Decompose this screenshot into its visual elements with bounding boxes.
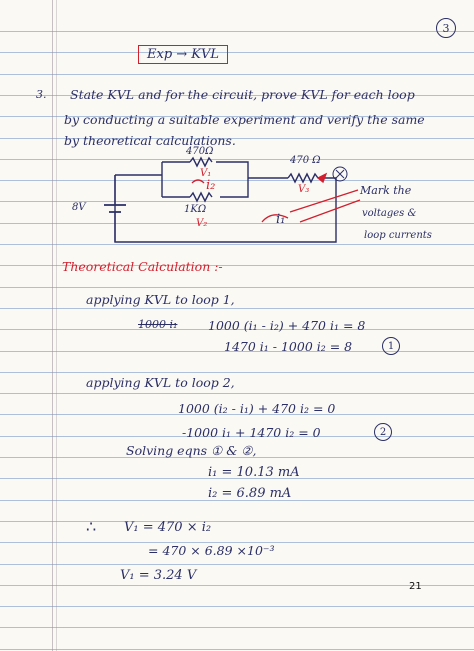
- section-heading: Theoretical Calculation :-: [62, 259, 223, 274]
- v1-equation: V₁ = 470 × i₂: [124, 520, 212, 535]
- v1-result: V₁ = 3.24 V: [120, 568, 197, 583]
- equation-1a: 1000 (i₁ - i₂) + 470 i₁ = 8: [208, 318, 366, 333]
- kvl-loop1-line: applying KVL to loop 1,: [86, 292, 235, 307]
- question-number: 3.: [36, 88, 47, 101]
- arrow-head-1: [318, 174, 326, 182]
- question-line-3: by theoretical calculations.: [64, 133, 236, 148]
- equation-2b: -1000 i₁ + 1470 i₂ = 0: [182, 425, 321, 440]
- label-source: 8V: [72, 202, 86, 213]
- solving-line: Solving eqns ① & ②,: [126, 443, 257, 458]
- marker-x: [336, 170, 344, 178]
- equation-1b: 1470 i₁ - 1000 i₂ = 8: [224, 339, 353, 354]
- circled-page-number: 3: [436, 18, 456, 38]
- equation-2a: 1000 (i₂ - i₁) + 470 i₂ = 0: [178, 401, 336, 416]
- result-i2: i₂ = 6.89 mA: [208, 486, 292, 501]
- struck-text: 1000 i₁: [138, 318, 178, 331]
- printed-page-number: 21: [409, 581, 422, 592]
- label-v1: V₁: [200, 168, 212, 179]
- note-line-1: Mark the: [360, 184, 412, 197]
- label-i2: i₂: [206, 178, 216, 193]
- note-line-3: loop currents: [364, 230, 432, 241]
- equation-1-tag: 1: [382, 337, 400, 355]
- experiment-heading: Exp → KVL: [138, 45, 228, 64]
- label-r-top: 470Ω: [186, 146, 214, 157]
- resistor-bottom: [190, 193, 212, 201]
- label-i1: i₁: [276, 212, 286, 227]
- kvl-loop2-line: applying KVL to loop 2,: [86, 375, 235, 390]
- v1-substitution: = 470 × 6.89 ×10⁻³: [148, 543, 275, 558]
- therefore-symbol: ∴: [86, 517, 97, 536]
- label-v2: V₂: [196, 218, 208, 229]
- note-line-2: voltages &: [362, 208, 417, 219]
- label-r-right: 470 Ω: [290, 155, 321, 166]
- label-v3: V₃: [298, 184, 310, 195]
- resistor-right: [288, 174, 318, 182]
- question-line-2: by conducting a suitable experiment and verify the same: [64, 112, 425, 127]
- question-line-1: State KVL and for the circuit, prove KVL for each loop: [70, 87, 415, 102]
- loop-current-i2-arrow: [192, 180, 204, 183]
- result-i1: i₁ = 10.13 mA: [208, 465, 300, 480]
- resistor-top: [190, 158, 212, 166]
- label-r-bottom: 1KΩ: [184, 204, 207, 215]
- equation-2-tag: 2: [374, 423, 392, 441]
